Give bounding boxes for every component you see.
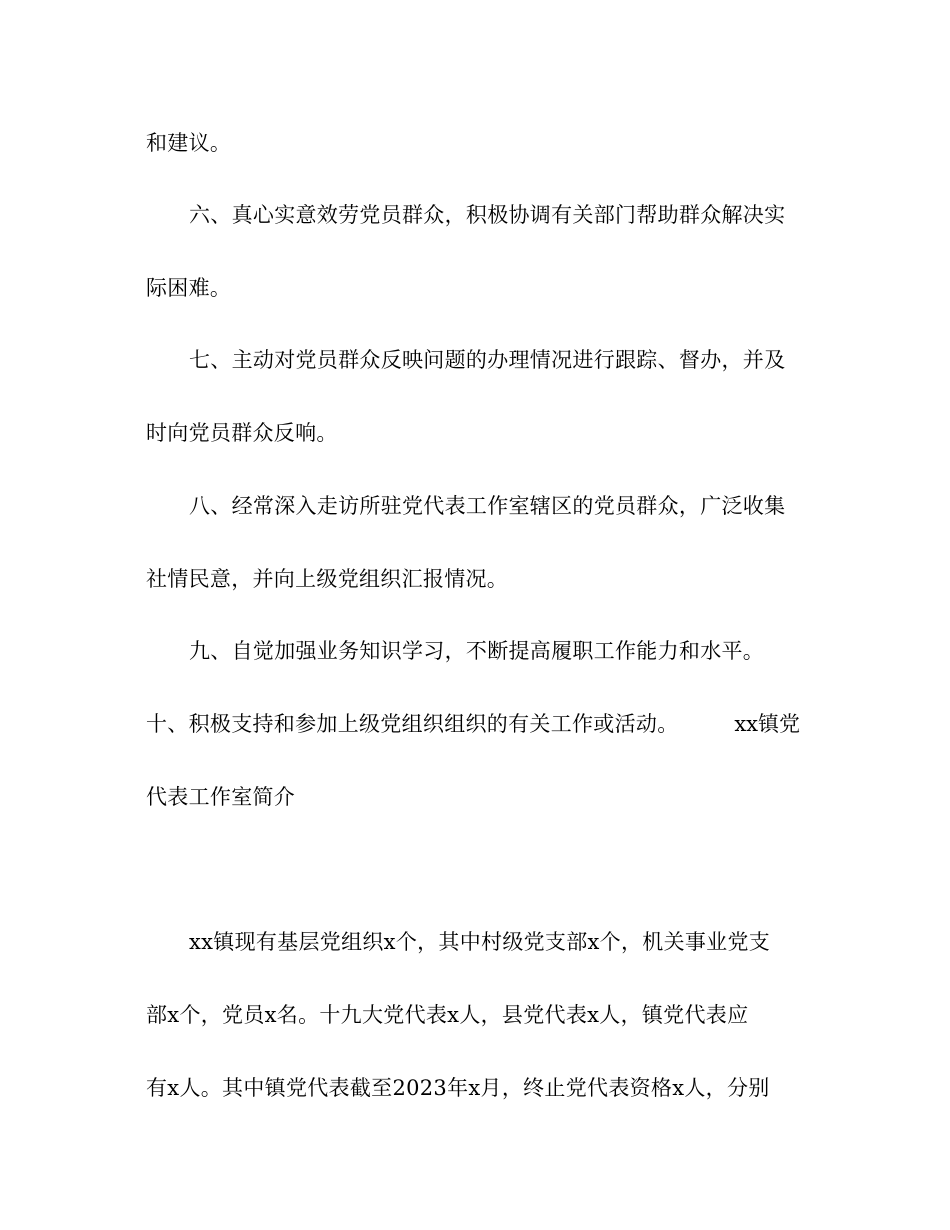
text-line: 八、经常深入走访所驻党代表工作室辖区的党员群众，广泛收集 [189, 494, 786, 518]
text-line: 七、主动对党员群众反映问题的办理情况进行跟踪、督办，并及 [189, 348, 786, 372]
text-line: 六、真心实意效劳党员群众，积极协调有关部门帮助群众解决实 [189, 203, 786, 227]
text-line: 部x个，党员x名。十九大党代表x人，县党代表x人，镇党代表应 [146, 1003, 749, 1027]
section-title-end: 代表工作室简介 [146, 785, 296, 809]
text-line: 社情民意，并向上级党组织汇报情况。 [146, 567, 509, 591]
text-line: 十、积极支持和参加上级党组织组织的有关工作或活动。 [146, 712, 679, 736]
text-line: 九、自觉加强业务知识学习，不断提高履职工作能力和水平。 [189, 639, 765, 663]
section-title-start: xx镇党 [734, 712, 800, 736]
text-line: 际困难。 [146, 276, 232, 300]
text-line: 和建议。 [146, 131, 232, 155]
text-line: 时向党员群众反响。 [146, 421, 338, 445]
text-line: 有x人。其中镇党代表截至2023年x月，终止党代表资格x人，分别 [146, 1076, 770, 1100]
text-line: xx镇现有基层党组织x个，其中村级党支部x个，机关事业党支 [189, 930, 771, 954]
